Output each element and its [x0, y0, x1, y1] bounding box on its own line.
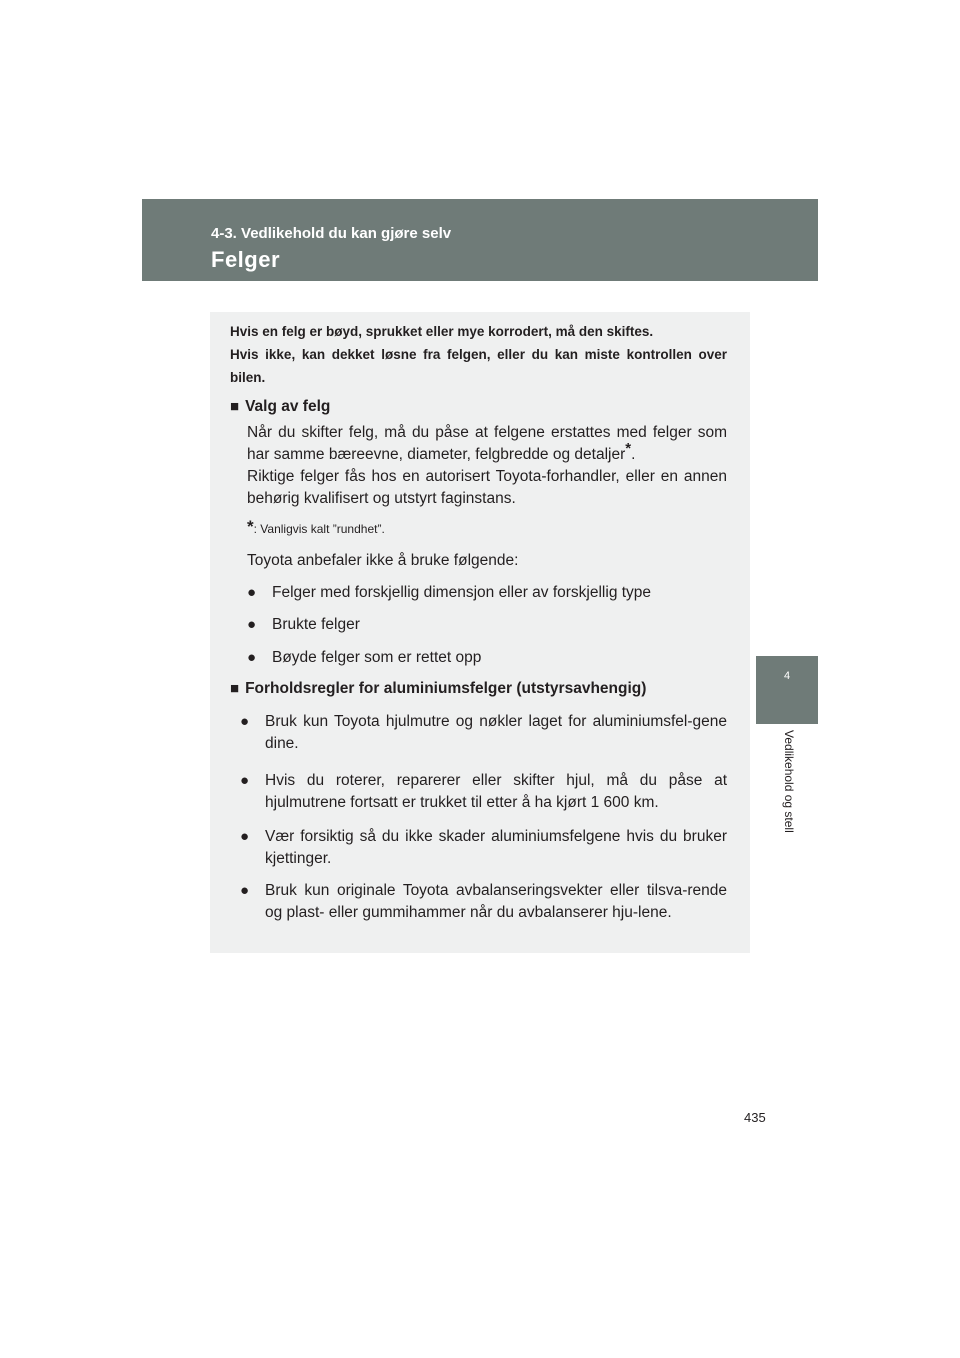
- list-item-text: Bøyde felger som er rettet opp: [272, 649, 482, 666]
- square-bullet-icon: ■: [230, 398, 240, 415]
- chapter-tab: [756, 656, 818, 724]
- round-bullet-icon: ●: [240, 828, 250, 845]
- section-label: 4-3. Vedlikehold du kan gjøre selv: [211, 225, 452, 242]
- round-bullet-icon: ●: [247, 649, 257, 666]
- recommendation-text: Toyota anbefaler ikke å bruke følgende:: [247, 552, 519, 569]
- footnote-text: : Vanligvis kalt ”rundhet”.: [253, 522, 385, 536]
- paragraph-wheel-replacement: [247, 422, 727, 466]
- square-bullet-icon: ■: [230, 680, 240, 697]
- list-item-text: Bruk kun Toyota hjulmutre og nøkler laget for aluminiumsfel-gene dine.: [265, 713, 727, 752]
- round-bullet-icon: ●: [247, 584, 257, 601]
- round-bullet-icon: ●: [240, 713, 250, 730]
- intro-line-2: Hvis ikke, kan dekket løsne fra felgen, eller du kan miste kontrollen over bilen.: [230, 347, 727, 385]
- list-item-text: Bruk kun originale Toyota avbalanseringsvekter eller tilsva-rende og plast- eller gummihammer når du avbalanserer hju-lene.: [265, 882, 727, 921]
- paragraph-dealer: Riktige felger fås hos en autorisert Toyota-forhandler, eller en annen behørig kvalifisert og utstyrt faginstans.: [247, 468, 727, 507]
- heading-1-text: Valg av felg: [245, 398, 331, 415]
- heading-wheel-selection: [230, 396, 330, 418]
- chapter-title: Vedlikehold og stell: [782, 730, 796, 833]
- chapter-number: 4: [783, 670, 791, 682]
- footnote-star: *: [247, 517, 254, 536]
- round-bullet-icon: ●: [240, 882, 250, 899]
- intro-warning: [230, 320, 727, 389]
- page-title: Felger: [211, 247, 281, 272]
- paragraph-1a-end: .: [631, 446, 636, 463]
- list-item-text: Brukte felger: [272, 616, 360, 633]
- page-number: 435: [744, 1110, 766, 1125]
- footnote: [247, 519, 727, 537]
- footnote-marker: *: [625, 440, 632, 457]
- list-item-text: Felger med forskjellig dimensjon eller av forskjellig type: [272, 584, 652, 601]
- list-item-text: Hvis du roterer, reparerer eller skifter hjul, må du påse at hjulmutrene fortsatt er trukket til etter å ha kjørt 1 600 km.: [265, 772, 727, 811]
- content-box: [210, 312, 750, 953]
- round-bullet-icon: ●: [247, 616, 257, 633]
- paragraph-1a-text: Når du skifter felg, må du påse at felgene erstattes med felger som har samme bæreevne, diameter, felgbredde og detaljer: [247, 424, 727, 463]
- chapter-header: [142, 199, 818, 281]
- heading-2-text: Forholdsregler for aluminiumsfelger (utstyrsavhengig): [245, 680, 647, 697]
- list-item-text: Vær forsiktig så du ikke skader aluminiumsfelgene hvis du bruker kjettinger.: [265, 828, 727, 867]
- heading-aluminium-precautions: [230, 678, 646, 700]
- intro-line-1: Hvis en felg er bøyd, sprukket eller mye korrodert, må den skiftes.: [230, 324, 654, 339]
- round-bullet-icon: ●: [240, 772, 250, 789]
